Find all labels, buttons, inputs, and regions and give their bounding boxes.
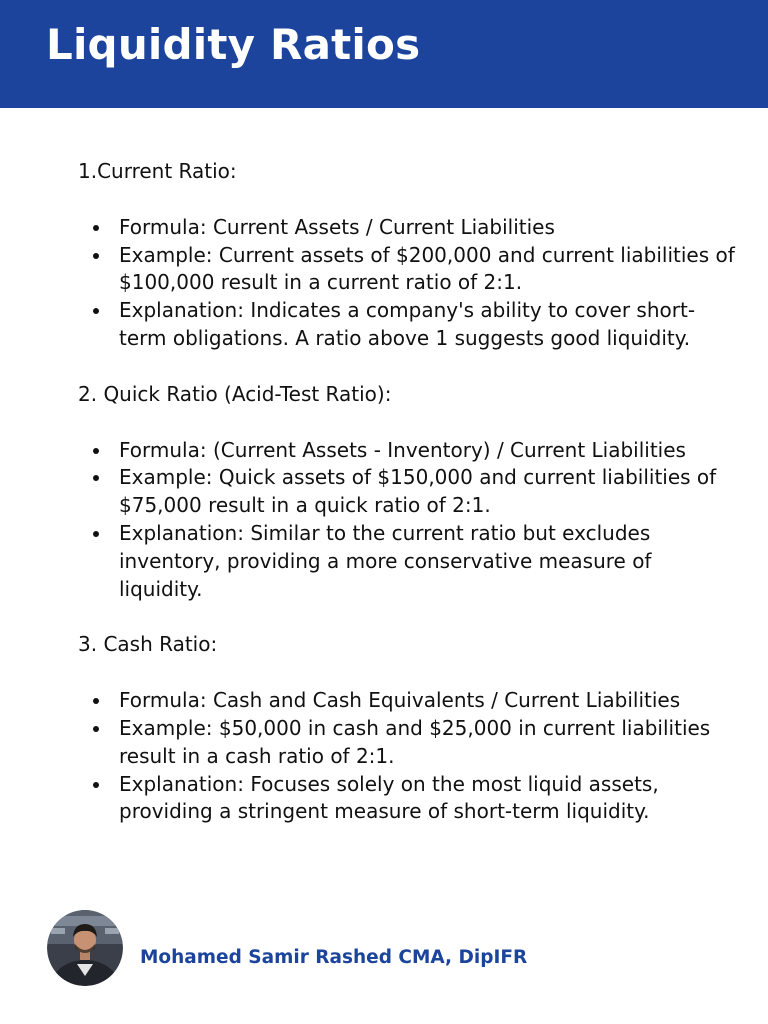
bullet-icon — [93, 475, 99, 481]
list-item — [78, 771, 738, 827]
list-item — [78, 214, 738, 242]
list-item — [78, 297, 738, 353]
list-item — [78, 242, 738, 298]
document-body — [78, 158, 738, 854]
cash-ratio-list — [78, 687, 738, 826]
list-item-text: Formula: Current Assets / Current Liabilities — [119, 214, 555, 239]
bullet-icon — [93, 698, 99, 704]
list-item — [78, 715, 738, 771]
list-item — [78, 464, 738, 520]
author-portrait-icon — [47, 910, 123, 986]
page-title: Liquidity Ratios — [46, 20, 421, 69]
list-item-text: Explanation: Similar to the current ratio but excludes inventory, providing a more conservative measure of liquidity. — [119, 520, 652, 601]
list-item-text: Example: Quick assets of $150,000 and current liabilities of $75,000 result in a quick ratio of 2:1. — [119, 465, 717, 518]
bullet-icon — [93, 782, 99, 788]
list-item-text: Example: $50,000 in cash and $25,000 in current liabilities result in a cash ratio of 2:1. — [119, 715, 711, 768]
section-heading-current-ratio: 1.Current Ratio: — [78, 159, 237, 183]
bullet-icon — [93, 531, 99, 537]
author-footer — [47, 910, 727, 986]
list-item — [78, 437, 738, 465]
section-heading-quick-ratio: 2. Quick Ratio (Acid-Test Ratio): — [78, 381, 392, 406]
avatar — [47, 910, 123, 986]
bullet-icon — [93, 308, 99, 314]
author-name: Mohamed Samir Rashed CMA, DipIFR — [140, 947, 528, 968]
list-item-text: Formula: Cash and Cash Equivalents / Current Liabilities — [119, 688, 681, 713]
bullet-icon — [93, 253, 99, 259]
list-item-text: Explanation: Indicates a company's ability to cover short-term obligations. A ratio above 1 suggests good liquidity. — [119, 298, 696, 350]
current-ratio-list — [78, 214, 738, 353]
bullet-icon — [93, 726, 99, 732]
quick-ratio-list — [78, 437, 738, 604]
list-item — [78, 687, 738, 715]
section-heading-cash-ratio: 3. Cash Ratio: — [78, 632, 218, 657]
page-header — [0, 0, 768, 108]
list-item — [78, 520, 738, 603]
bullet-icon — [93, 225, 99, 231]
list-item-text: Explanation: Focuses solely on the most liquid assets, providing a stringent measure of short-term liquidity. — [119, 771, 659, 824]
bullet-icon — [93, 448, 99, 454]
list-item-text: Example: Current assets of $200,000 and current liabilities of $100,000 result in a current ratio of 2:1. — [119, 242, 735, 295]
list-item-text: Formula: (Current Assets - Inventory) / Current Liabilities — [119, 437, 686, 462]
